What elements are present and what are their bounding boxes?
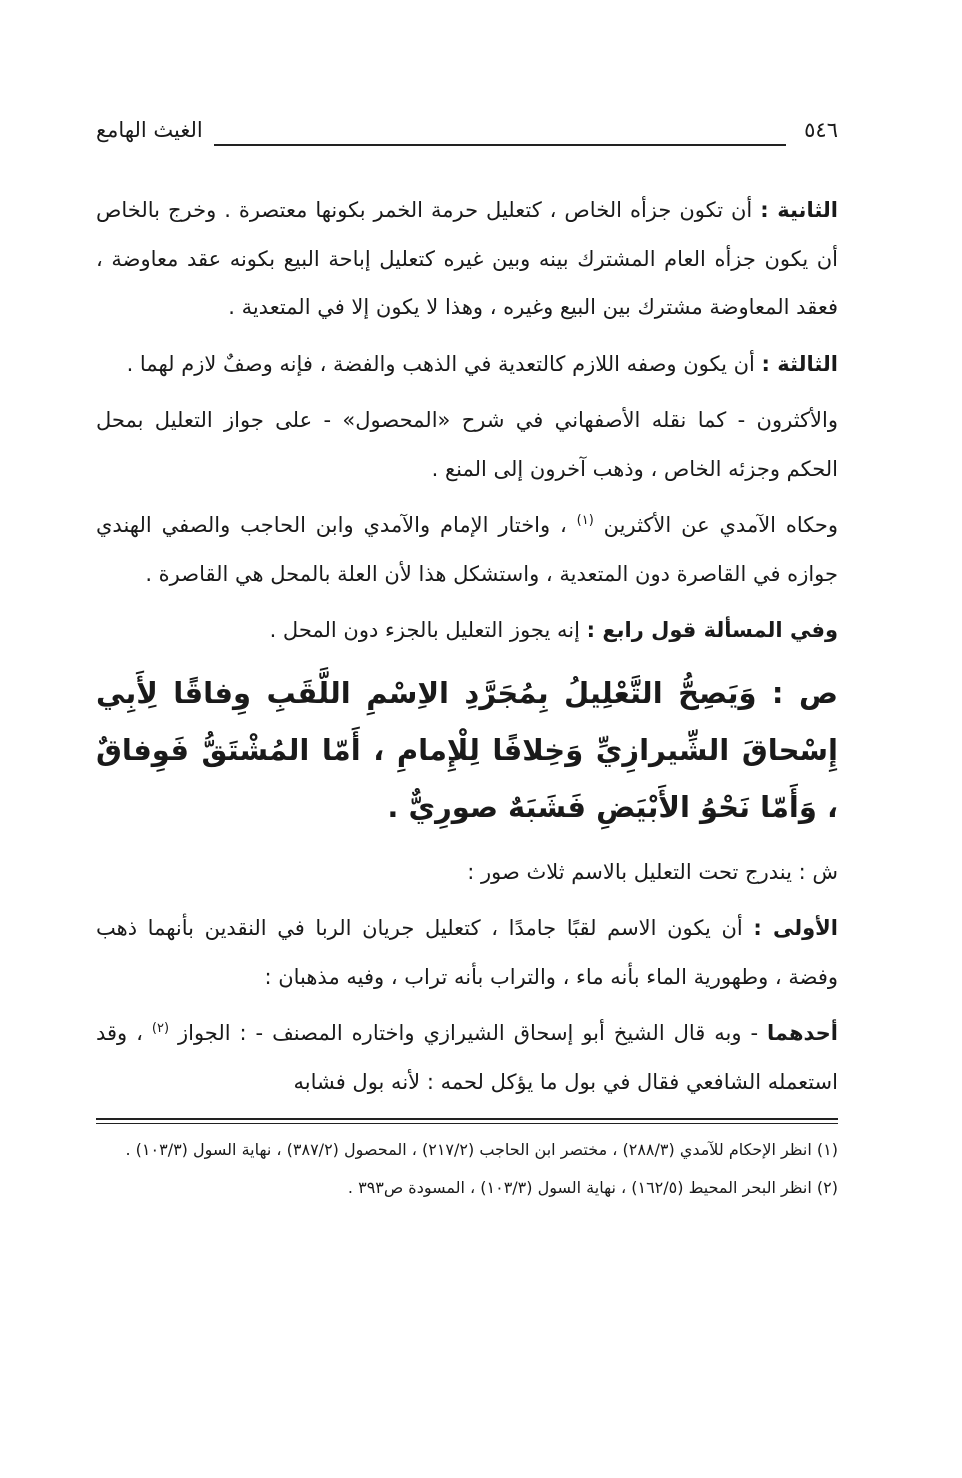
paragraph-text: أن يكون الاسم لقبًا جامدًا ، كتعليل جريان الربا في النقدين بأنهما ذهب وفضة ، وطهورية الماء بأنه ماء ، والتراب بأنه تراب ، وفيه مذهبان : [96, 916, 838, 989]
page-header [96, 118, 838, 158]
paragraph-ula [96, 904, 838, 1001]
footnotes [96, 1134, 838, 1204]
footnote-ref: (١) [576, 513, 594, 528]
paragraph-text: والأكثرون - كما نقله الأصفهاني في شرح «المحصول» - على جواز التعليل بمحل الحكم وجزئه الخاص ، وذهب آخرون إلى المنع . [96, 408, 838, 481]
paragraph-text: - وبه قال الشيخ أبو إسحاق الشيرازي واختاره المصنف - : الجواز [169, 1021, 767, 1045]
paragraph-text: أن يكون وصفه اللازم كالتعدية في الذهب والفضة ، فإنه وصفٌ لازم لهما . [126, 351, 762, 376]
paragraph-ahaduhuma [96, 1009, 838, 1106]
paragraph-text: ، واختار الإمام والآمدي وابن الحاجب والصفي الهندي جوازه في القاصرة دون المتعدية ، واستشكل هذا لأن العلة بالمحل هي القاصرة . [96, 513, 838, 586]
paragraph-lead: الثانية : [760, 198, 838, 222]
book-title: الغيث الهامع [96, 118, 203, 142]
body-text [96, 186, 838, 1106]
paragraph-lead: أحدهما [766, 1021, 838, 1045]
paragraph-text: إنه يجوز التعليل بالجزء دون المحل . [269, 618, 587, 642]
paragraph-hakahu [96, 501, 838, 598]
header-rule [214, 144, 786, 146]
sharh-intro: ش : يندرج تحت التعليل بالاسم ثلاث صور : [467, 859, 838, 884]
paragraph-text: وحكاه الآمدي عن الأكثرين [593, 513, 838, 537]
paragraph-text: أن تكون جزأه الخاص ، كتعليل حرمة الخمر بكونها معتصرة . وخرج بالخاص أن يكون جزأه العام المشترك بينه وبين غيره كتعليل إباحة البيع بكونه عقد معاوضة ، فعقد المعاوضة مشترك بين البيع وغيره ، وهذا لا يكون إلا في المتعدية . [96, 198, 838, 319]
matn-text: ص : وَيَصِحُّ التَّعْلِيلُ بِمُجَرَّدِ الاِسْمِ اللَّقَبِ وِفاقًا لِأَبِي إِسْحاقَ الشِّيرازِيِّ وَخِلافًا لِلْإِمامِ ، أَمّا المُشْتَقُّ فَوِفاقٌ ، وَأَمّا نَحْوُ الأَبْيَضِ فَشَبَهٌ صورِيٌّ . [96, 675, 838, 824]
footnote-ref: (٢) [151, 1021, 170, 1036]
paragraph-lead: الثالثة : [761, 351, 838, 376]
footnote-separator [96, 1118, 838, 1124]
footnote-1: (١) انظر الإحكام للآمدي (٢٨٨/٣) ، مختصر ابن الحاجب (٢١٧/٢) ، المحصول (٣٨٧/٢) ، نهاية السول (١٠٣/٣) . [125, 1140, 838, 1159]
paragraph-lead: الأولى : [753, 916, 839, 940]
paragraph-thalitha [96, 340, 838, 389]
paragraph-lead: وفي المسألة قول رابع : [586, 618, 838, 642]
paragraph-aktharun [96, 396, 838, 493]
document-page [96, 118, 838, 1204]
paragraph-thaniya [96, 186, 838, 332]
footnote-2: (٢) انظر البحر المحيط (١٦٢/٥) ، نهاية السول (١٠٣/٣) ، المسودة ص٣٩٣ . [347, 1178, 838, 1197]
page-number: ٥٤٦ [804, 118, 838, 142]
paragraph-qawl-rabi [96, 606, 838, 655]
paragraph-text: ، وقد استعمله الشافعي فقال في بول ما يؤكل لحمه : لأنه بول فشابه [96, 1021, 838, 1094]
